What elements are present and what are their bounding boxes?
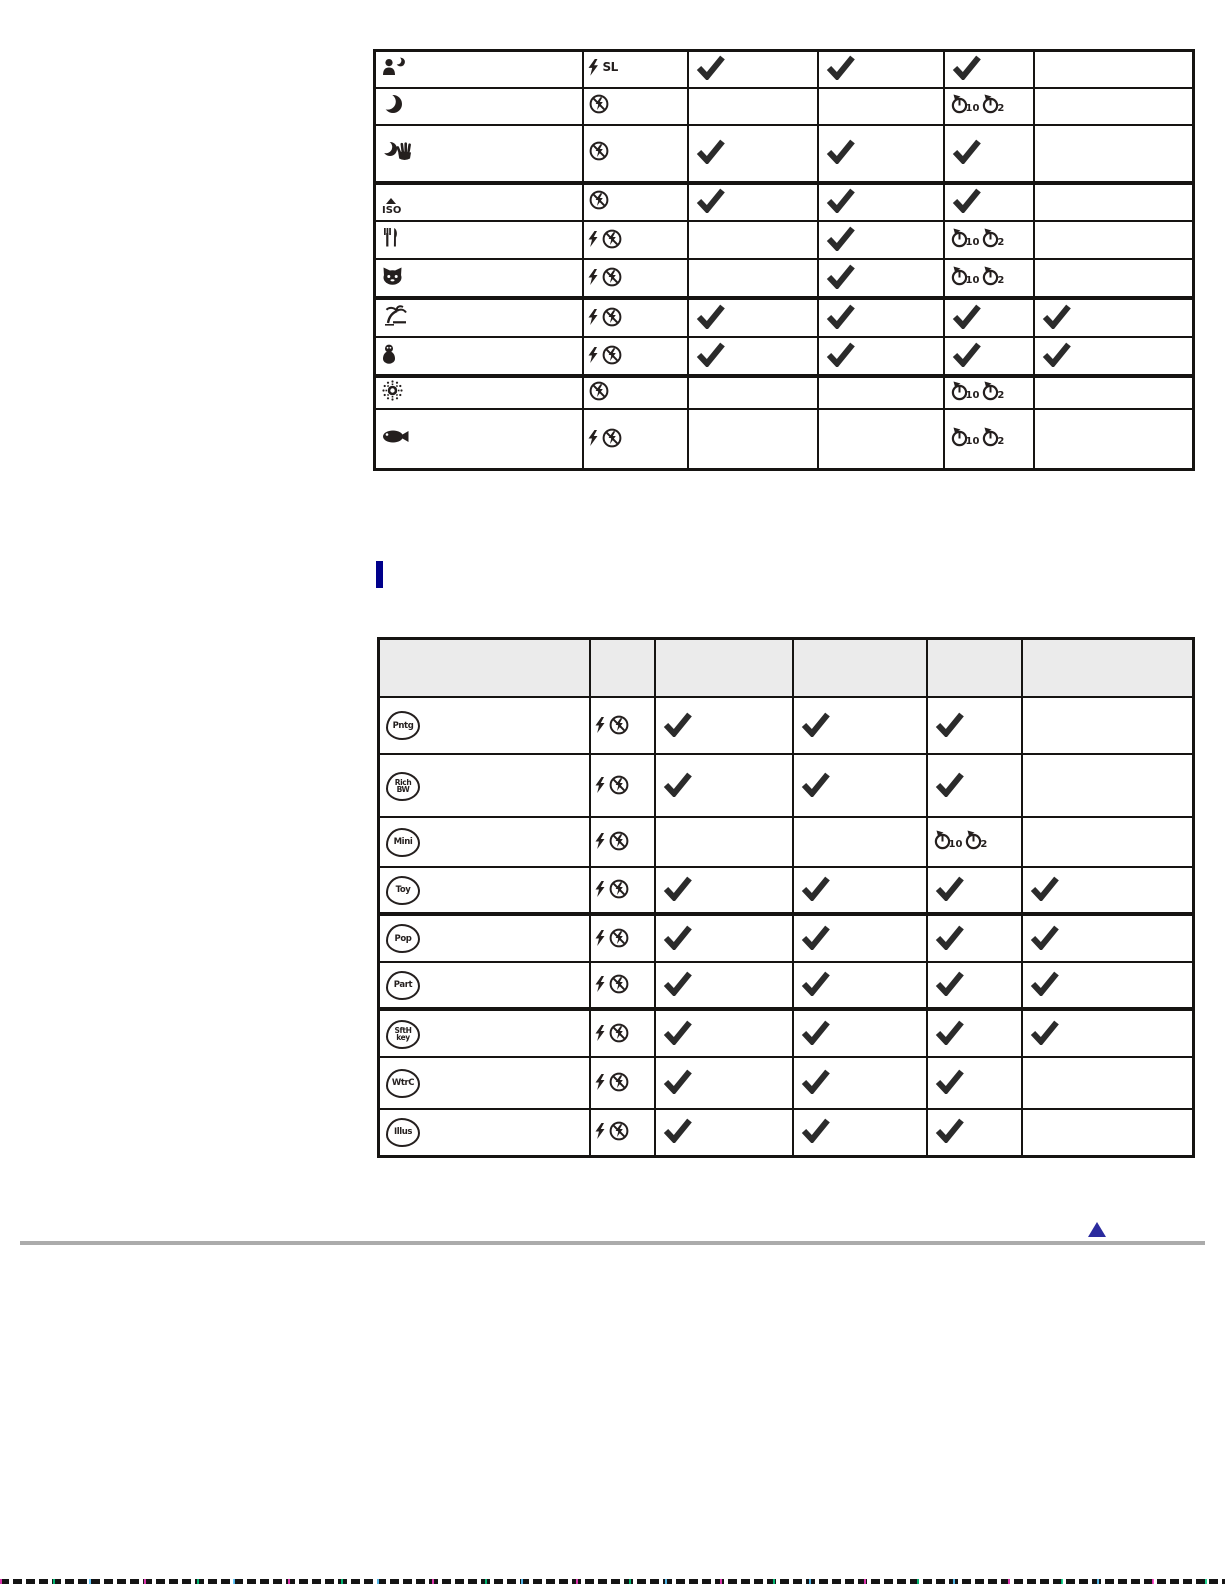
flash-cell	[590, 1009, 655, 1057]
flash-and-flash-off-icon	[588, 307, 623, 327]
flash-cell	[590, 1109, 655, 1156]
value-cell	[1034, 183, 1194, 221]
value-cell	[818, 409, 944, 470]
value-cell	[793, 1057, 927, 1109]
flash-and-flash-off-icon	[595, 775, 630, 795]
table-row	[375, 125, 1194, 183]
section-heading-marker	[376, 561, 383, 588]
check-icon	[1029, 970, 1060, 996]
value-cell	[818, 88, 944, 125]
check-icon	[951, 341, 982, 367]
value-cell	[688, 376, 818, 409]
check-icon	[662, 711, 693, 737]
picture-effect-table	[377, 637, 1195, 1158]
check-icon	[662, 970, 693, 996]
value-cell	[944, 125, 1034, 183]
value-cell	[1022, 1057, 1194, 1109]
value-cell	[655, 817, 793, 867]
check-icon	[1029, 924, 1060, 950]
value-cell	[1034, 88, 1194, 125]
table-row	[379, 962, 1194, 1009]
value-cell	[944, 298, 1034, 337]
value-cell	[927, 1009, 1022, 1057]
value-cell	[818, 221, 944, 259]
mode-icon-cell	[375, 221, 583, 259]
back-to-top-button[interactable]	[1088, 1222, 1106, 1237]
value-cell	[944, 337, 1034, 376]
check-icon	[662, 1068, 693, 1094]
effect-watercolor-icon: WtrC	[386, 1069, 420, 1098]
check-icon	[951, 138, 982, 164]
check-icon	[825, 225, 856, 251]
flash-cell	[590, 1057, 655, 1109]
value-cell	[793, 962, 927, 1009]
value-cell	[688, 51, 818, 88]
pet-icon	[382, 267, 403, 285]
value-cell	[944, 259, 1034, 298]
value-cell	[927, 1109, 1022, 1156]
self-timer-icons: 10 2	[951, 94, 1007, 114]
check-icon	[662, 1019, 693, 1045]
value-cell	[655, 1109, 793, 1156]
check-icon	[662, 924, 693, 950]
table-header-row	[379, 639, 1194, 698]
check-icon	[934, 1117, 965, 1143]
effect-painting-icon: Pntg	[386, 711, 420, 740]
flash-and-flash-off-icon	[595, 831, 630, 851]
value-cell	[818, 259, 944, 298]
value-cell	[793, 817, 927, 867]
self-timer-10-icon	[951, 381, 967, 401]
flash-cell	[583, 221, 688, 259]
flash-cell	[583, 337, 688, 376]
value-cell	[1034, 125, 1194, 183]
table-row	[379, 867, 1194, 914]
header-cell	[793, 639, 927, 698]
value-cell	[1022, 867, 1194, 914]
flash-and-flash-off-icon	[595, 715, 630, 735]
value-cell	[688, 259, 818, 298]
flash-cell	[583, 51, 688, 88]
value-cell	[927, 754, 1022, 817]
value-cell	[927, 697, 1022, 754]
flash-and-flash-off-icon	[588, 229, 623, 249]
self-timer-10-icon	[951, 94, 967, 114]
header-cell	[590, 639, 655, 698]
check-icon	[934, 875, 965, 901]
value-cell	[655, 962, 793, 1009]
value-cell	[1022, 1009, 1194, 1057]
mode-icon-cell	[375, 183, 583, 221]
check-icon	[695, 341, 726, 367]
value-cell	[927, 817, 1022, 867]
table-row	[375, 183, 1194, 221]
value-cell	[1034, 298, 1194, 337]
value-cell	[655, 1009, 793, 1057]
check-icon	[825, 341, 856, 367]
self-timer-2-icon	[982, 266, 998, 286]
value-cell	[1022, 1109, 1194, 1156]
snow-icon	[382, 344, 396, 364]
check-icon	[800, 970, 831, 996]
check-icon	[934, 771, 965, 797]
mode-icon-cell	[379, 1057, 590, 1109]
flash-and-flash-off-icon	[595, 1023, 630, 1043]
effect-rich-bw-icon: Rich BW	[386, 772, 420, 801]
flash-and-flash-off-icon	[595, 974, 630, 994]
value-cell	[1022, 697, 1194, 754]
self-timer-icons: 10 2	[951, 228, 1007, 248]
mode-icon-cell	[375, 88, 583, 125]
check-icon	[800, 771, 831, 797]
night-scene-icon	[382, 94, 402, 114]
table-row	[379, 1109, 1194, 1156]
self-timer-10-icon	[951, 228, 967, 248]
value-cell	[944, 183, 1034, 221]
footer-divider	[20, 1241, 1205, 1245]
table-row	[375, 376, 1194, 409]
gourmet-icon	[382, 228, 400, 247]
table-row	[375, 88, 1194, 125]
check-icon	[825, 303, 856, 329]
flash-and-flash-off-icon	[595, 879, 630, 899]
flash-cell	[590, 754, 655, 817]
value-cell	[927, 962, 1022, 1009]
check-icon	[800, 711, 831, 737]
mode-icon-cell	[375, 376, 583, 409]
table-row	[379, 1009, 1194, 1057]
check-icon	[800, 1068, 831, 1094]
check-icon	[662, 771, 693, 797]
check-icon	[800, 875, 831, 901]
check-icon	[825, 54, 856, 80]
value-cell	[793, 754, 927, 817]
value-cell	[688, 125, 818, 183]
value-cell	[818, 376, 944, 409]
flash-cell	[583, 409, 688, 470]
table-row	[375, 337, 1194, 376]
check-icon	[934, 1019, 965, 1045]
effect-miniature-icon: Mini	[386, 828, 420, 857]
check-icon	[934, 924, 965, 950]
value-cell	[944, 376, 1034, 409]
self-timer-2-icon	[982, 381, 998, 401]
check-icon	[934, 711, 965, 737]
flash-cell	[590, 962, 655, 1009]
value-cell	[655, 867, 793, 914]
flash-and-flash-off-icon	[595, 928, 630, 948]
flash-and-flash-off-icon	[588, 428, 623, 448]
table-row	[379, 1057, 1194, 1109]
value-cell	[818, 337, 944, 376]
self-timer-2-icon	[982, 427, 998, 447]
table-row	[375, 259, 1194, 298]
flash-and-flash-off-icon	[588, 267, 623, 287]
self-timer-10-icon	[951, 266, 967, 286]
check-icon	[1041, 303, 1072, 329]
mode-icon-cell	[379, 867, 590, 914]
night-portrait-icon	[382, 57, 406, 77]
mode-icon-cell	[379, 914, 590, 962]
self-timer-2-icon	[965, 830, 981, 850]
check-icon	[800, 1019, 831, 1045]
check-icon	[951, 187, 982, 213]
flash-cell	[583, 183, 688, 221]
flash-and-flash-off-icon	[595, 1121, 630, 1141]
value-cell	[927, 867, 1022, 914]
table-row	[379, 754, 1194, 817]
table-row	[379, 697, 1194, 754]
flash-cell	[583, 259, 688, 298]
flash-off-icon	[588, 94, 610, 114]
value-cell	[1034, 221, 1194, 259]
value-cell	[944, 409, 1034, 470]
flash-cell	[590, 914, 655, 962]
flash-slow-sync-icon: SL	[588, 59, 618, 76]
value-cell	[793, 914, 927, 962]
effect-soft-high-key-icon: SftH key	[386, 1020, 420, 1049]
check-icon	[825, 263, 856, 289]
mode-icon-cell	[375, 51, 583, 88]
effect-partial-color-icon: Part	[386, 971, 420, 1000]
check-icon	[662, 1117, 693, 1143]
table-row	[379, 817, 1194, 867]
value-cell	[688, 337, 818, 376]
flash-cell	[590, 697, 655, 754]
value-cell	[1022, 914, 1194, 962]
check-icon	[800, 1117, 831, 1143]
mode-icon-cell	[379, 754, 590, 817]
effect-pop-color-icon: Pop	[386, 924, 420, 953]
high-sensitivity-icon: ISO	[382, 198, 401, 216]
value-cell	[688, 88, 818, 125]
table-row	[375, 51, 1194, 88]
check-icon	[951, 303, 982, 329]
mode-icon-cell	[375, 409, 583, 470]
value-cell	[944, 51, 1034, 88]
value-cell	[793, 697, 927, 754]
check-icon	[825, 138, 856, 164]
value-cell	[1022, 962, 1194, 1009]
value-cell	[1022, 754, 1194, 817]
flash-off-icon	[588, 381, 610, 401]
value-cell	[1022, 817, 1194, 867]
value-cell	[793, 1009, 927, 1057]
mode-icon-cell	[379, 817, 590, 867]
value-cell	[688, 409, 818, 470]
mode-icon-cell	[379, 1009, 590, 1057]
flash-off-icon	[588, 190, 610, 210]
check-icon	[951, 54, 982, 80]
value-cell	[793, 867, 927, 914]
check-icon	[695, 138, 726, 164]
mode-icon-cell	[375, 337, 583, 376]
value-cell	[927, 1057, 1022, 1109]
mode-icon-cell	[379, 962, 590, 1009]
check-icon	[1029, 1019, 1060, 1045]
check-icon	[1029, 875, 1060, 901]
value-cell	[688, 183, 818, 221]
check-icon	[695, 187, 726, 213]
value-cell	[944, 221, 1034, 259]
value-cell	[1034, 409, 1194, 470]
table-row	[375, 221, 1194, 259]
flash-cell	[590, 867, 655, 914]
self-timer-2-icon	[982, 94, 998, 114]
flash-off-icon	[588, 141, 610, 161]
self-timer-icons: 10 2	[934, 830, 990, 850]
value-cell	[927, 914, 1022, 962]
value-cell	[688, 221, 818, 259]
value-cell	[818, 298, 944, 337]
value-cell	[655, 754, 793, 817]
value-cell	[1034, 51, 1194, 88]
check-icon	[695, 303, 726, 329]
effect-toy-camera-icon: Toy	[386, 876, 420, 905]
flash-cell	[583, 125, 688, 183]
header-cell	[927, 639, 1022, 698]
mode-icon-cell	[379, 1109, 590, 1156]
mode-icon-cell	[375, 259, 583, 298]
value-cell	[818, 51, 944, 88]
flash-cell	[583, 298, 688, 337]
effect-illustration-icon: Illus	[386, 1118, 420, 1147]
check-icon	[934, 970, 965, 996]
mode-icon-cell	[375, 298, 583, 337]
underwater-icon	[382, 428, 409, 445]
up-triangle-icon	[386, 198, 396, 204]
value-cell	[818, 183, 944, 221]
flash-and-flash-off-icon	[588, 345, 623, 365]
mode-icon-cell	[379, 697, 590, 754]
scene-mode-table-body	[375, 51, 1194, 470]
flash-cell	[590, 817, 655, 867]
value-cell	[655, 1057, 793, 1109]
page-bottom-dashed-border	[0, 1579, 1225, 1584]
check-icon	[825, 187, 856, 213]
table-row	[375, 409, 1194, 470]
self-timer-icons: 10 2	[951, 381, 1007, 401]
value-cell	[818, 125, 944, 183]
value-cell	[793, 1109, 927, 1156]
check-icon	[1041, 341, 1072, 367]
check-icon	[934, 1068, 965, 1094]
value-cell	[1034, 337, 1194, 376]
self-timer-10-icon	[934, 830, 950, 850]
value-cell	[655, 697, 793, 754]
scene-mode-table	[373, 49, 1195, 471]
table-row	[379, 914, 1194, 962]
value-cell	[688, 298, 818, 337]
flash-and-flash-off-icon	[595, 1072, 630, 1092]
value-cell	[655, 914, 793, 962]
check-icon	[662, 875, 693, 901]
self-timer-icons: 10 2	[951, 427, 1007, 447]
value-cell	[944, 88, 1034, 125]
self-timer-10-icon	[951, 427, 967, 447]
handheld-twilight-icon	[382, 141, 414, 161]
header-cell	[655, 639, 793, 698]
check-icon	[695, 54, 726, 80]
table-row	[375, 298, 1194, 337]
check-icon	[800, 924, 831, 950]
value-cell	[1034, 376, 1194, 409]
header-cell	[379, 639, 590, 698]
beach-icon	[382, 305, 409, 326]
flash-cell	[583, 88, 688, 125]
header-cell	[1022, 639, 1194, 698]
fireworks-icon	[382, 380, 403, 401]
flash-cell	[583, 376, 688, 409]
picture-effect-table-body	[379, 639, 1194, 1157]
value-cell	[1034, 259, 1194, 298]
mode-icon-cell	[375, 125, 583, 183]
self-timer-2-icon	[982, 228, 998, 248]
self-timer-icons: 10 2	[951, 266, 1007, 286]
